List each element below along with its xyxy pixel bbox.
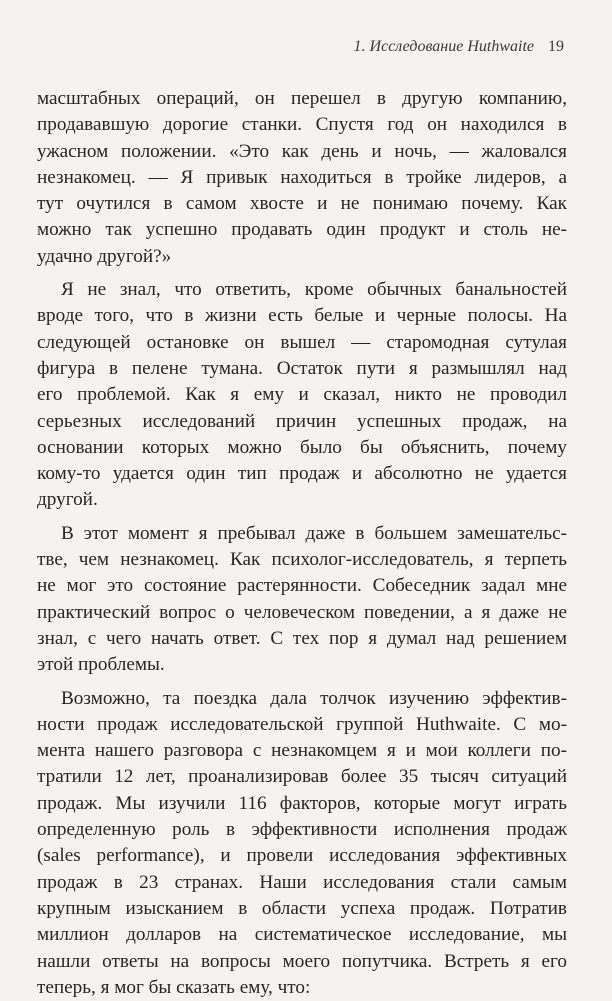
text-line: теперь, я мог бы сказать ему, что: <box>37 976 311 998</box>
text-line: (sales performance), и провели исследования эффективных <box>37 845 567 867</box>
running-header <box>354 38 564 56</box>
body-text <box>37 86 567 1001</box>
text-line: можно так успешно продавать один продукт и столь не- <box>37 219 567 241</box>
text-line: определенную роль в эффективности исполнения продаж <box>37 819 567 841</box>
paragraph <box>37 277 567 514</box>
paragraph <box>37 86 567 270</box>
text-line: тратили 12 лет, проанализировав более 35 тысяч ситуаций <box>37 766 567 788</box>
paragraph-gap <box>37 679 567 686</box>
text-line: нашли ответы на вопросы моего попутчика. Встреть я его <box>37 950 567 972</box>
text-line: следующей остановке он вышел — старомодная сутулая <box>37 331 567 353</box>
text-line: миллион долларов на систематическое исследование, мы <box>37 924 567 946</box>
paragraph-gap <box>37 270 567 277</box>
text-line: Возможно, та поездка дала толчок изучению эффектив- <box>61 687 567 709</box>
text-line: ности продаж исследовательской группой Huthwaite. С мо- <box>37 713 567 735</box>
text-line: В этот момент я пребывал даже в большем замешательс- <box>61 522 567 544</box>
text-line: этой проблемы. <box>37 654 165 676</box>
text-line: удачно другой?» <box>37 245 172 267</box>
text-line: вроде того, что в жизни есть белые и черные полосы. На <box>37 305 567 327</box>
text-line: ужасном положении. «Это как день и ночь, — жаловался <box>37 140 567 162</box>
text-line: продававшую дорогие станки. Спустя год он находился в <box>37 114 567 136</box>
text-line: крупным изысканием в области успеха продаж. Потратив <box>37 897 567 919</box>
paragraph <box>37 686 567 1001</box>
text-line: знал, с чего начать ответ. С тех пор я думал над решением <box>37 627 567 649</box>
text-line: продаж в 23 странах. Наши исследования стали самым <box>37 871 567 893</box>
text-line: масштабных операций, он перешел в другую компанию, <box>37 88 567 109</box>
text-line: серьезных исследований причин успешных продаж, на <box>37 410 567 432</box>
text-line: Я не знал, что ответить, кроме обычных банальностей <box>61 279 567 301</box>
text-line: тут очутился в самом хвосте и не понимаю почему. Как <box>37 193 567 215</box>
text-line: продаж. Мы изучили 116 факторов, которые могут играть <box>37 792 567 814</box>
paragraph <box>37 521 567 679</box>
paragraph-gap <box>37 514 567 521</box>
text-line: незнакомец. — Я привык находиться в тройке лидеров, а <box>37 166 567 188</box>
text-line: фигура в пелене тумана. Остаток пути я размышлял над <box>37 357 567 379</box>
page-number: 19 <box>548 38 564 55</box>
text-line: кому-то удается один тип продаж и абсолютно не удается <box>37 463 567 485</box>
chapter-title: 1. Исследование Huthwaite <box>353 38 534 55</box>
text-line: основании которых можно было бы объяснить, почему <box>37 436 567 458</box>
text-line: мента нашего разговора с незнакомцем я и мои коллеги по- <box>37 740 567 762</box>
text-line: не мог это состояние растерянности. Собеседник задал мне <box>37 575 567 597</box>
text-line: практический вопрос о человеческом поведении, а я даже не <box>37 601 567 623</box>
text-line: тве, чем незнакомец. Как психолог-исследователь, я терпеть <box>37 549 567 571</box>
text-line: его проблемой. Как я ему и сказал, никто не проводил <box>37 384 567 406</box>
text-line: другой. <box>37 489 98 511</box>
